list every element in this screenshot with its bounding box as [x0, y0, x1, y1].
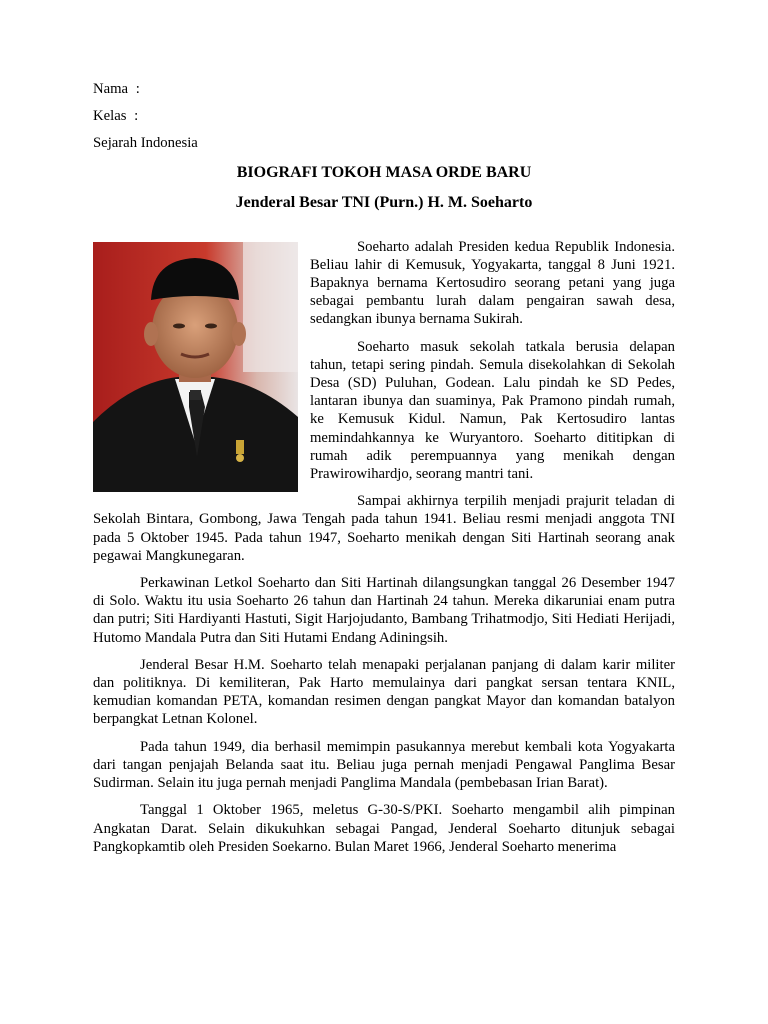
paragraph: Sampai akhirnya terpilih menjadi prajurit teladan di Sekolah Bintara, Gombong, Jawa Tengah pada tahun 1941. Beliau resmi menjadi anggota TNI pada 5 Oktober 1945. Pada tahun 1947, Soeharto menikah dengan Siti Hartinah seorang anak pegawai Mangkunegaran. [93, 493, 675, 564]
paragraph: Jenderal Besar H.M. Soeharto telah menapaki perjalanan panjang di dalam karir militer dan politiknya. Di kemiliteran, Pak Harto memulainya dari pangkat sersan tentara KNIL, kemudian komandan PETA, komandan resimen dengan pangkat Mayor dan komandan batalyon berpangkat Letnan Kolonel. [93, 656, 675, 728]
paragraph: Soeharto adalah Presiden kedua Republik Indonesia. Beliau lahir di Kemusuk, Yogyakarta, tanggal 8 Juni 1921. Bapaknya bernama Kertosudiro seorang petani yang juga sebagai pembantu lurah dalam pengairan sawah desa, sedangkan ibunya bernama Sukirah. [310, 238, 675, 328]
document-title: BIOGRAFI TOKOH MASA ORDE BARU [236, 163, 532, 181]
document-page [93, 80, 675, 865]
paragraph: Pada tahun 1949, dia berhasil memimpin pasukannya merebut kembali kota Yogyakarta dari tangan penjajah Belanda saat itu. Beliau juga pernah menjadi Pengawal Panglima Besar Sudirman. Selain itu juga pernah menjadi Panglima Mandala (pembebasan Irian Barat). [93, 738, 675, 792]
nama-line [93, 80, 675, 98]
kelas-label: Kelas [93, 108, 127, 125]
nama-label: Nama [93, 81, 129, 97]
body-text [93, 213, 675, 856]
kelas-separator: : [134, 108, 139, 125]
document-subtitle: Jenderal Besar TNI (Purn.) H. M. Soeharto [235, 193, 533, 211]
paragraph: Soeharto masuk sekolah tatkala berusia delapan tahun, tetapi sering pindah. Semula disekolahkan di Sekolah Desa (SD) Puluhan, Godean. Lalu pindah ke SD Pedes, lantaran ibunya dan suaminya, Pak Pramono pindah rumah, ke Kemusuk Kidul. Namun, Pak Kertosudiro lantas memindahkannya ke Wuryantoro. Soeharto dititipkan di rumah adik perempuannya yang menikah dengan Prawirowihardjo, seorang mantri tani. [310, 338, 675, 483]
paragraph: Perkawinan Letkol Soeharto dan Siti Hartinah dilangsungkan tanggal 26 Desember 1947 di Solo. Waktu itu usia Soeharto 26 tahun dan Hartinah 24 tahun. Mereka dikaruniai enam putra dan putri; Siti Hardiyanti Hastuti, Sigit Harjojudanto, Bambang Trihatmodjo, Siti Hediati Herijadi, Hutomo Mandala Putra dan Siti Hutami Endang Adiningsih. [93, 575, 675, 646]
subject-line: Sejarah Indonesia [93, 135, 198, 152]
nama-separator: : [135, 81, 140, 97]
kelas-line [93, 107, 675, 125]
portrait-photo-icon [93, 242, 298, 492]
paragraph: Tanggal 1 Oktober 1965, meletus G-30-S/PKI. Soeharto mengambil alih pimpinan Angkatan Darat. Selain dikukuhkan sebagai Pangad, Jenderal Soeharto ditunjuk sebagai Pangkopkamtib oleh Presiden Soekarno. Bulan Maret 1966, Jenderal Soeharto menerima [93, 802, 675, 855]
